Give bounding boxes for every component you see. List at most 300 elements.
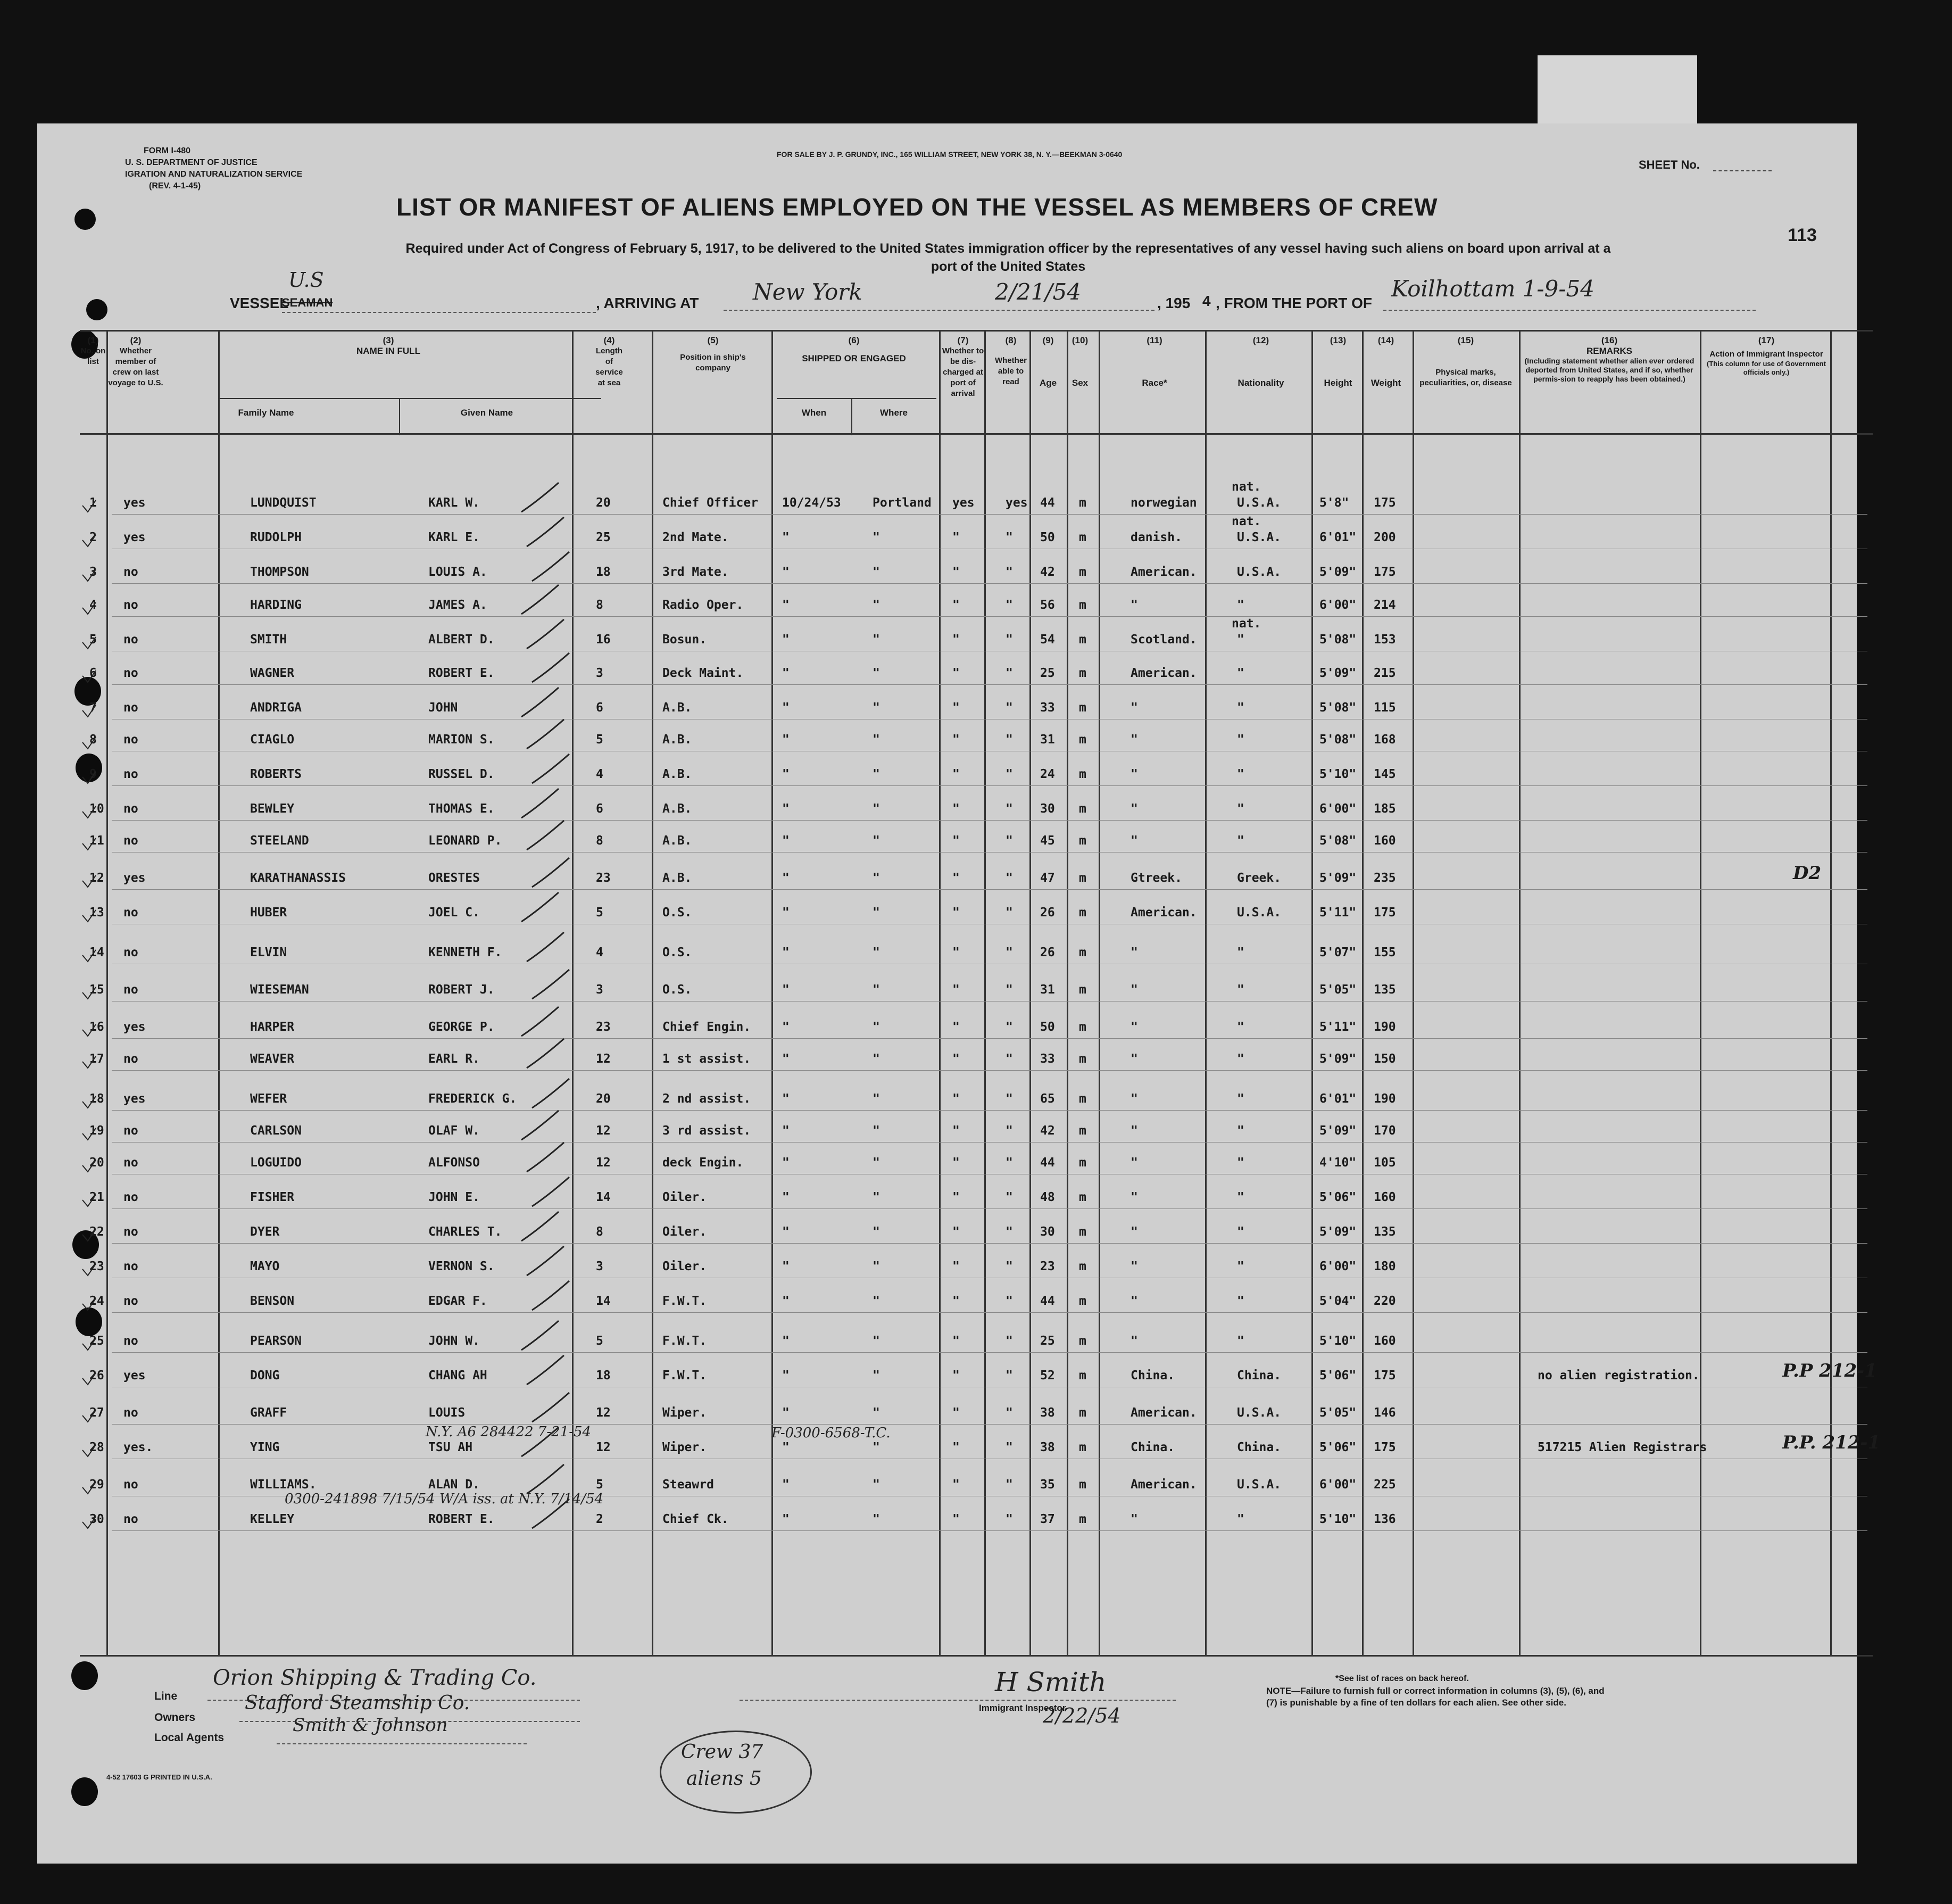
position-cell: O.S. bbox=[662, 906, 692, 920]
row-check-mark bbox=[82, 1264, 96, 1276]
given-name-cell: JOHN W. bbox=[428, 1334, 480, 1348]
given-name-cell: JOHN E. bbox=[428, 1190, 480, 1204]
weight-cell: 160 bbox=[1374, 1190, 1396, 1204]
weight-cell: 136 bbox=[1374, 1512, 1396, 1526]
form-revision: (REV. 4-1-45) bbox=[149, 181, 201, 191]
prev-voyage-cell: yes. bbox=[123, 1441, 153, 1454]
from-port-label: , FROM THE PORT OF bbox=[1216, 295, 1372, 311]
service-length-cell: 23 bbox=[596, 871, 611, 885]
able-to-read-cell: " bbox=[1006, 1334, 1013, 1348]
age-cell: 42 bbox=[1040, 565, 1055, 579]
row-check-mark bbox=[82, 1298, 96, 1310]
age-cell: 50 bbox=[1040, 531, 1055, 544]
year-suffix: 4 bbox=[1202, 293, 1211, 309]
page-number: 113 bbox=[1788, 225, 1817, 245]
able-to-read-cell: " bbox=[1006, 1020, 1013, 1034]
discharge-cell: " bbox=[952, 633, 960, 647]
race-cell: American. bbox=[1131, 1406, 1197, 1420]
prev-voyage-cell: yes bbox=[123, 871, 146, 885]
height-cell: 5'09" bbox=[1319, 666, 1357, 680]
arriving-port: New York bbox=[753, 279, 862, 305]
discharge-cell: " bbox=[952, 1190, 960, 1204]
row-number: 29 bbox=[89, 1478, 104, 1492]
naturalized-note: nat. bbox=[1232, 515, 1261, 528]
family-name-cell: LOGUIDO bbox=[250, 1156, 302, 1170]
height-cell: 4'10" bbox=[1319, 1156, 1357, 1170]
able-to-read-cell: " bbox=[1006, 1052, 1013, 1066]
tick-mark bbox=[527, 1246, 564, 1276]
action-cell: P.P. 212-1 bbox=[1782, 1432, 1881, 1453]
position-cell: A.B. bbox=[662, 733, 692, 747]
family-name-cell: DONG bbox=[250, 1369, 280, 1383]
sex-cell: m bbox=[1079, 1512, 1086, 1526]
sex-cell: m bbox=[1079, 701, 1086, 715]
position-cell: A.B. bbox=[662, 701, 692, 715]
given-name-cell: CHARLES T. bbox=[428, 1225, 502, 1239]
shipped-where-cell: " bbox=[873, 983, 880, 997]
shipped-where-cell: " bbox=[873, 1020, 880, 1034]
service-length-cell: 5 bbox=[596, 733, 603, 747]
given-name-cell: ALAN D. bbox=[428, 1478, 480, 1492]
row-number: 19 bbox=[89, 1124, 104, 1138]
row-check-mark bbox=[82, 910, 96, 922]
age-cell: 35 bbox=[1040, 1478, 1055, 1492]
row-check-mark bbox=[82, 806, 96, 818]
prev-voyage-cell: no bbox=[123, 802, 138, 816]
nationality-cell: " bbox=[1237, 1124, 1244, 1138]
prev-voyage-cell: no bbox=[123, 701, 138, 715]
row-check-mark bbox=[82, 637, 96, 649]
race-cell: " bbox=[1131, 1334, 1138, 1348]
nationality-cell: U.S.A. bbox=[1237, 1478, 1282, 1492]
sex-cell: m bbox=[1079, 1052, 1086, 1066]
shipped-where-cell: " bbox=[873, 1369, 880, 1383]
weight-cell: 214 bbox=[1374, 598, 1396, 612]
nationality-cell: " bbox=[1237, 1334, 1244, 1348]
weight-cell: 200 bbox=[1374, 531, 1396, 544]
shipped-when-cell: " bbox=[782, 946, 790, 959]
subtitle-line-2: port of the United States bbox=[931, 259, 1086, 274]
service-length-cell: 18 bbox=[596, 1369, 611, 1383]
position-cell: deck Engin. bbox=[662, 1156, 744, 1170]
service-length-cell: 3 bbox=[596, 1260, 603, 1273]
shipped-when-cell: " bbox=[782, 834, 790, 848]
col-6-where-header: Where bbox=[880, 408, 908, 418]
arrival-date: 2/21/54 bbox=[995, 279, 1081, 305]
weight-cell: 175 bbox=[1374, 906, 1396, 920]
height-cell: 5'11" bbox=[1319, 906, 1357, 920]
given-name-cell: THOMAS E. bbox=[428, 802, 495, 816]
prev-voyage-cell: no bbox=[123, 733, 138, 747]
shipped-when-cell: " bbox=[782, 565, 790, 579]
inspector-signature: H Smith bbox=[995, 1667, 1107, 1698]
race-cell: " bbox=[1131, 733, 1138, 747]
shipped-where-cell: " bbox=[873, 1478, 880, 1492]
sex-cell: m bbox=[1079, 906, 1086, 920]
nationality-cell: " bbox=[1237, 1225, 1244, 1239]
family-name-cell: RUDOLPH bbox=[250, 531, 302, 544]
shipped-where-cell: " bbox=[873, 701, 880, 715]
weight-cell: 220 bbox=[1374, 1294, 1396, 1308]
given-name-cell: KARL E. bbox=[428, 531, 480, 544]
row-check-mark bbox=[82, 987, 96, 999]
shipped-where-cell: " bbox=[873, 1190, 880, 1204]
col-13-header: (13) Height bbox=[1324, 335, 1352, 388]
family-name-cell: ELVIN bbox=[250, 946, 287, 959]
row-check-mark bbox=[82, 535, 96, 547]
family-name-cell: CIAGLO bbox=[250, 733, 295, 747]
height-cell: 5'04" bbox=[1319, 1294, 1357, 1308]
given-name-cell: CHANG AH bbox=[428, 1369, 487, 1383]
age-cell: 38 bbox=[1040, 1406, 1055, 1420]
row-check-mark bbox=[82, 1445, 96, 1456]
tick-mark bbox=[527, 1355, 564, 1385]
year-label: , 195 bbox=[1157, 295, 1191, 311]
col-2-header: (2) Whether member of crew on last voyage to U.S. bbox=[108, 335, 163, 387]
shipped-when-cell: " bbox=[782, 983, 790, 997]
family-name-cell: WIESEMAN bbox=[250, 983, 309, 997]
sex-cell: m bbox=[1079, 565, 1086, 579]
age-cell: 25 bbox=[1040, 666, 1055, 680]
sex-cell: m bbox=[1079, 1369, 1086, 1383]
height-cell: 5'8" bbox=[1319, 496, 1349, 510]
able-to-read-cell: " bbox=[1006, 733, 1013, 747]
age-cell: 44 bbox=[1040, 1156, 1055, 1170]
race-cell: " bbox=[1131, 1225, 1138, 1239]
col-6-when-header: When bbox=[801, 408, 827, 418]
service-length-cell: 16 bbox=[596, 633, 611, 647]
race-cell: " bbox=[1131, 767, 1138, 781]
sex-cell: m bbox=[1079, 1478, 1086, 1492]
shipped-when-cell: " bbox=[782, 633, 790, 647]
position-cell: F.W.T. bbox=[662, 1294, 707, 1308]
shipped-when-cell: " bbox=[782, 1478, 790, 1492]
col-15-header: (15) Physical marks, peculiarities, or, disease bbox=[1419, 335, 1512, 387]
age-cell: 52 bbox=[1040, 1369, 1055, 1383]
shipped-when-cell: " bbox=[782, 1512, 790, 1526]
sex-cell: m bbox=[1079, 983, 1086, 997]
row-number: 14 bbox=[89, 946, 104, 959]
prev-voyage-cell: no bbox=[123, 1294, 138, 1308]
able-to-read-cell: " bbox=[1006, 767, 1013, 781]
sex-cell: m bbox=[1079, 1190, 1086, 1204]
tick-mark bbox=[532, 970, 569, 999]
weight-cell: 135 bbox=[1374, 983, 1396, 997]
position-cell: A.B. bbox=[662, 767, 692, 781]
age-cell: 54 bbox=[1040, 633, 1055, 647]
tick-mark bbox=[527, 1039, 564, 1068]
race-cell: " bbox=[1131, 1092, 1138, 1106]
row-check-mark bbox=[82, 1128, 96, 1140]
row-number: 24 bbox=[89, 1294, 104, 1308]
race-cell: American. bbox=[1131, 666, 1197, 680]
discharge-cell: " bbox=[952, 983, 960, 997]
tick-mark bbox=[527, 619, 564, 649]
service-length-cell: 8 bbox=[596, 834, 603, 848]
nationality-cell: " bbox=[1237, 1092, 1244, 1106]
given-name-cell: RUSSEL D. bbox=[428, 767, 495, 781]
family-name-cell: WEFER bbox=[250, 1092, 287, 1106]
service-length-cell: 8 bbox=[596, 1225, 603, 1239]
age-cell: 24 bbox=[1040, 767, 1055, 781]
height-cell: 6'01" bbox=[1319, 531, 1357, 544]
prev-voyage-cell: no bbox=[123, 1406, 138, 1420]
given-name-cell: LOUIS bbox=[428, 1406, 466, 1420]
discharge-cell: " bbox=[952, 531, 960, 544]
prev-voyage-cell: no bbox=[123, 1156, 138, 1170]
weight-cell: 175 bbox=[1374, 1369, 1396, 1383]
row-check-mark bbox=[82, 1195, 96, 1206]
row-number: 26 bbox=[89, 1369, 104, 1383]
able-to-read-cell: " bbox=[1006, 871, 1013, 885]
sex-cell: m bbox=[1079, 1156, 1086, 1170]
service-name: IGRATION AND NATURALIZATION SERVICE bbox=[125, 170, 303, 179]
shipped-when-cell: " bbox=[782, 1294, 790, 1308]
discharge-cell: " bbox=[952, 1441, 960, 1454]
age-cell: 33 bbox=[1040, 1052, 1055, 1066]
position-cell: 2nd Mate. bbox=[662, 531, 729, 544]
shipped-where-cell: " bbox=[873, 946, 880, 959]
row-check-mark bbox=[82, 569, 96, 581]
family-name-cell: DYER bbox=[250, 1225, 280, 1239]
service-length-cell: 5 bbox=[596, 1478, 603, 1492]
row-check-mark bbox=[82, 1338, 96, 1350]
row-check-mark bbox=[82, 670, 96, 682]
col-12-header: (12) Nationality bbox=[1237, 335, 1284, 388]
shipped-where-cell: " bbox=[873, 1156, 880, 1170]
given-name-cell: VERNON S. bbox=[428, 1260, 495, 1273]
shipped-when-cell: " bbox=[782, 1260, 790, 1273]
shipped-where-cell: " bbox=[873, 1124, 880, 1138]
position-cell: O.S. bbox=[662, 946, 692, 959]
agents-label: Local Agents bbox=[154, 1732, 225, 1744]
nationality-cell: " bbox=[1237, 733, 1244, 747]
race-cell: " bbox=[1131, 983, 1138, 997]
discharge-cell: " bbox=[952, 767, 960, 781]
given-name-cell: ROBERT E. bbox=[428, 1512, 495, 1526]
able-to-read-cell: " bbox=[1006, 1190, 1013, 1204]
race-cell: China. bbox=[1131, 1441, 1175, 1454]
nationality-cell: " bbox=[1237, 1260, 1244, 1273]
naturalized-note: nat. bbox=[1232, 617, 1261, 631]
discharge-cell: " bbox=[952, 946, 960, 959]
service-length-cell: 14 bbox=[596, 1190, 611, 1204]
shipped-where-cell: Portland bbox=[873, 496, 932, 510]
weight-cell: 225 bbox=[1374, 1478, 1396, 1492]
prev-voyage-cell: yes bbox=[123, 1092, 146, 1106]
tick-mark bbox=[527, 1464, 564, 1494]
family-name-cell: WILLIAMS. bbox=[250, 1478, 317, 1492]
position-cell: 2 nd assist. bbox=[662, 1092, 751, 1106]
race-cell: China. bbox=[1131, 1369, 1175, 1383]
owners-value: Stafford Steamship Co. bbox=[245, 1692, 470, 1714]
shipped-where-cell: " bbox=[873, 1441, 880, 1454]
height-cell: 5'08" bbox=[1319, 633, 1357, 647]
service-length-cell: 5 bbox=[596, 1334, 603, 1348]
discharge-cell: " bbox=[952, 1052, 960, 1066]
race-cell: danish. bbox=[1131, 531, 1182, 544]
tick-mark bbox=[527, 517, 564, 547]
position-cell: Radio Oper. bbox=[662, 598, 744, 612]
given-name-cell: ALFONSO bbox=[428, 1156, 480, 1170]
able-to-read-cell: " bbox=[1006, 834, 1013, 848]
nationality-cell: " bbox=[1237, 802, 1244, 816]
row-number: 11 bbox=[89, 834, 104, 848]
nationality-cell: U.S.A. bbox=[1237, 531, 1282, 544]
given-name-cell: LOUIS A. bbox=[428, 565, 487, 579]
shipped-when-cell: 10/24/53 bbox=[782, 496, 841, 510]
row-number: 1 bbox=[89, 496, 97, 510]
shipped-when-cell: " bbox=[782, 1334, 790, 1348]
able-to-read-cell: " bbox=[1006, 531, 1013, 544]
col-3-family-header: Family Name bbox=[238, 408, 294, 418]
height-cell: 6'00" bbox=[1319, 1260, 1357, 1273]
discharge-cell: " bbox=[952, 1260, 960, 1273]
age-cell: 37 bbox=[1040, 1512, 1055, 1526]
race-cell: " bbox=[1131, 1156, 1138, 1170]
shipped-when-cell: " bbox=[782, 1020, 790, 1034]
weight-cell: 170 bbox=[1374, 1124, 1396, 1138]
agents-value: Smith & Johnson bbox=[293, 1715, 448, 1736]
family-name-cell: YING bbox=[250, 1441, 280, 1454]
sex-cell: m bbox=[1079, 531, 1086, 544]
shipped-when-cell: " bbox=[782, 1052, 790, 1066]
able-to-read-cell: " bbox=[1006, 1260, 1013, 1273]
age-cell: 38 bbox=[1040, 1441, 1055, 1454]
line-value: Orion Shipping & Trading Co. bbox=[213, 1666, 537, 1690]
row-check-mark bbox=[82, 1056, 96, 1068]
row-number: 9 bbox=[89, 767, 97, 781]
prev-voyage-cell: no bbox=[123, 1190, 138, 1204]
shipped-when-cell: " bbox=[782, 666, 790, 680]
action-cell: P.P 212-1 bbox=[1782, 1360, 1877, 1381]
position-cell: 1 st assist. bbox=[662, 1052, 751, 1066]
weight-cell: 153 bbox=[1374, 633, 1396, 647]
prev-voyage-cell: no bbox=[123, 834, 138, 848]
position-cell: Chief Ck. bbox=[662, 1512, 729, 1526]
row-check-mark bbox=[82, 1096, 96, 1108]
tick-mark bbox=[521, 1321, 559, 1350]
row-number: 15 bbox=[89, 983, 104, 997]
position-cell: Oiler. bbox=[662, 1260, 707, 1273]
tick-mark bbox=[521, 688, 559, 717]
prev-voyage-cell: no bbox=[123, 1260, 138, 1273]
height-cell: 5'06" bbox=[1319, 1369, 1357, 1383]
race-cell: " bbox=[1131, 1124, 1138, 1138]
given-name-cell: KARL W. bbox=[428, 496, 480, 510]
sex-cell: m bbox=[1079, 1260, 1086, 1273]
height-cell: 5'06" bbox=[1319, 1441, 1357, 1454]
tick-mark bbox=[532, 754, 569, 783]
row-check-mark bbox=[82, 1024, 96, 1036]
prev-voyage-cell: no bbox=[123, 1225, 138, 1239]
shipped-where-cell: " bbox=[873, 1294, 880, 1308]
shipped-when-cell: " bbox=[782, 1124, 790, 1138]
race-cell: " bbox=[1131, 946, 1138, 959]
shipped-when-cell: " bbox=[782, 1190, 790, 1204]
position-cell: Wiper. bbox=[662, 1441, 707, 1454]
position-cell: A.B. bbox=[662, 834, 692, 848]
arriving-label: , ARRIVING AT bbox=[596, 295, 699, 311]
col-3-given-header: Given Name bbox=[460, 408, 513, 418]
prev-voyage-cell: yes bbox=[123, 1020, 146, 1034]
col-6-header: (6) SHIPPED OR ENGAGED bbox=[802, 335, 906, 363]
shipped-where-cell: " bbox=[873, 1092, 880, 1106]
able-to-read-cell: " bbox=[1006, 1092, 1013, 1106]
position-cell: Oiler. bbox=[662, 1225, 707, 1239]
row-number: 5 bbox=[89, 633, 97, 647]
able-to-read-cell: " bbox=[1006, 983, 1013, 997]
col-5-header: (5) Position in ship's company bbox=[680, 335, 746, 372]
position-cell: A.B. bbox=[662, 802, 692, 816]
sex-cell: m bbox=[1079, 1124, 1086, 1138]
row-number: 16 bbox=[89, 1020, 104, 1034]
height-cell: 5'05" bbox=[1319, 1406, 1357, 1420]
from-port: Koilhottam 1-9-54 bbox=[1391, 276, 1594, 302]
nationality-cell: " bbox=[1237, 598, 1244, 612]
handwritten-ticks bbox=[37, 123, 1857, 1864]
height-cell: 5'08" bbox=[1319, 701, 1357, 715]
shipped-when-cell: " bbox=[782, 871, 790, 885]
able-to-read-cell: " bbox=[1006, 701, 1013, 715]
height-cell: 6'00" bbox=[1319, 598, 1357, 612]
tick-mark bbox=[521, 483, 559, 512]
family-name-cell: WAGNER bbox=[250, 666, 295, 680]
races-note: *See list of races on back hereof. bbox=[1335, 1674, 1469, 1683]
shipped-where-cell: " bbox=[873, 906, 880, 920]
able-to-read-cell: " bbox=[1006, 1225, 1013, 1239]
nationality-cell: Greek. bbox=[1237, 871, 1282, 885]
position-cell: 3 rd assist. bbox=[662, 1124, 751, 1138]
service-length-cell: 2 bbox=[596, 1512, 603, 1526]
given-name-cell: JOEL C. bbox=[428, 906, 480, 920]
given-name-cell: KENNETH F. bbox=[428, 946, 502, 959]
family-name-cell: KARATHANASSIS bbox=[250, 871, 346, 885]
race-cell: " bbox=[1131, 1052, 1138, 1066]
sex-cell: m bbox=[1079, 767, 1086, 781]
age-cell: 26 bbox=[1040, 906, 1055, 920]
shipped-when-cell: " bbox=[782, 1225, 790, 1239]
able-to-read-cell: " bbox=[1006, 906, 1013, 920]
position-cell: Steawrd bbox=[662, 1478, 714, 1492]
race-cell: " bbox=[1131, 701, 1138, 715]
printer-line: FOR SALE BY J. P. GRUNDY, INC., 165 WILLIAM STREET, NEW YORK 38, N. Y.—BEEKMAN 3-0640 bbox=[777, 150, 1123, 159]
col-17-header: (17) Action of Immigrant Inspector (This column for use of Government officials only.) bbox=[1707, 335, 1826, 376]
sex-cell: m bbox=[1079, 598, 1086, 612]
prev-voyage-cell: no bbox=[123, 983, 138, 997]
tick-mark bbox=[532, 1393, 569, 1422]
given-name-cell: JAMES A. bbox=[428, 598, 487, 612]
weight-cell: 160 bbox=[1374, 834, 1396, 848]
race-cell: " bbox=[1131, 1020, 1138, 1034]
prev-voyage-cell: no bbox=[123, 946, 138, 959]
race-cell: " bbox=[1131, 1294, 1138, 1308]
family-name-cell: THOMPSON bbox=[250, 565, 309, 579]
discharge-cell: " bbox=[952, 1124, 960, 1138]
family-name-cell: STEELAND bbox=[250, 834, 309, 848]
race-cell: " bbox=[1131, 802, 1138, 816]
family-name-cell: MAYO bbox=[250, 1260, 280, 1273]
shipped-where-cell: " bbox=[873, 834, 880, 848]
row-26-note-right: F-0300-6568-T.C. bbox=[771, 1425, 891, 1441]
row-check-mark bbox=[82, 838, 96, 850]
given-name-cell: MARION S. bbox=[428, 733, 495, 747]
service-length-cell: 5 bbox=[596, 906, 603, 920]
tick-mark bbox=[527, 821, 564, 850]
alien-count: aliens 5 bbox=[686, 1768, 762, 1790]
age-cell: 56 bbox=[1040, 598, 1055, 612]
given-name-cell: ORESTES bbox=[428, 871, 480, 885]
